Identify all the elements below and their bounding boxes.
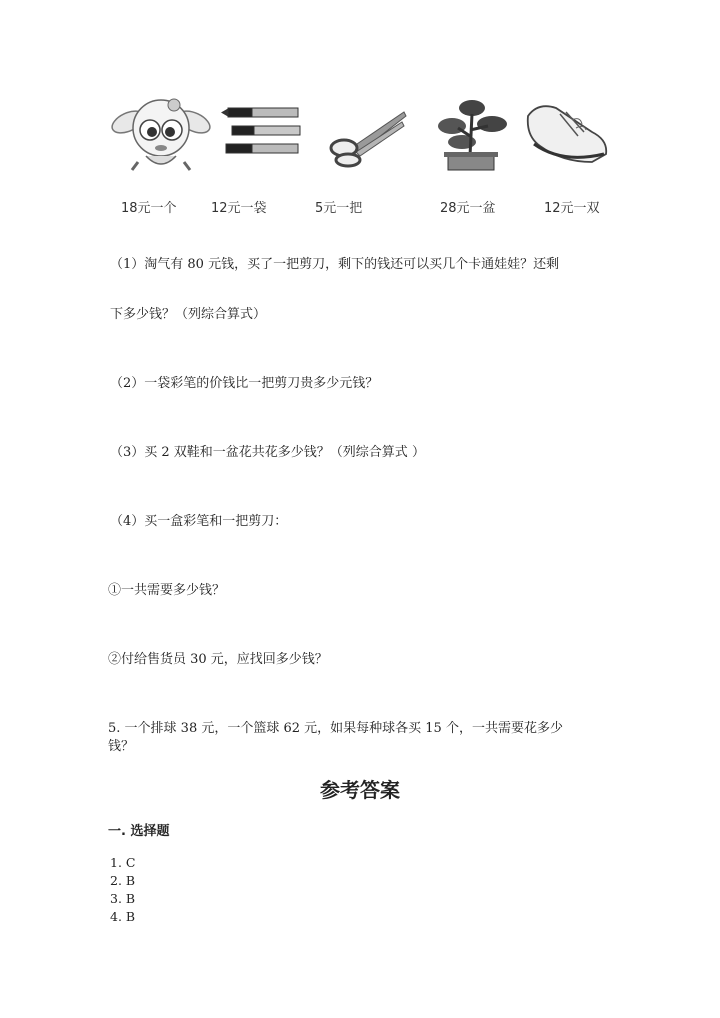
- question-3: （3）买 2 双鞋和一盆花共花多少钱？（列综合算式 ）: [110, 445, 425, 460]
- question-1-line-1: （1）淘气有 80 元钱，买了一把剪刀，剩下的钱还可以买几个卡通娃娃？还剩: [110, 257, 560, 272]
- scissors-image: [326, 108, 408, 168]
- price-label-shoes: 12元一双: [544, 201, 600, 216]
- question-5-line-2: 钱？: [108, 739, 135, 754]
- question-2: （2）一袋彩笔的价钱比一把剪刀贵多少元钱？: [110, 376, 379, 391]
- answer-item-4: 4. B: [110, 909, 136, 924]
- answer-section-heading: 一. 选择题: [108, 824, 170, 839]
- answer-item-2: 2. B: [110, 873, 136, 888]
- bonsai-image: [432, 96, 516, 176]
- answer-key-title: 参考答案: [320, 778, 400, 802]
- shoes-image: [522, 98, 612, 170]
- question-4-part-1: ①一共需要多少钱？: [108, 583, 226, 598]
- question-5-line-1: 5. 一个排球 38 元，一个篮球 62 元，如果每种球各买 15 个，一共需要花多少: [108, 721, 563, 736]
- price-label-scissors: 5元一把: [315, 201, 363, 216]
- answer-item-1: 1. C: [110, 855, 136, 870]
- price-label-doll: 18元一个: [121, 201, 177, 216]
- cartoon-doll-image: [110, 88, 212, 174]
- question-4-part-2: ②付给售货员 30 元，应找回多少钱？: [108, 652, 328, 667]
- answer-item-3: 3. B: [110, 891, 136, 906]
- marker-pens-image: [220, 104, 304, 162]
- question-1-line-2: 下多少钱？（列综合算式）: [110, 307, 267, 322]
- price-label-pens: 12元一袋: [211, 201, 267, 216]
- price-label-bonsai: 28元一盆: [440, 201, 496, 216]
- question-4: （4）买一盒彩笔和一把剪刀：: [110, 514, 288, 529]
